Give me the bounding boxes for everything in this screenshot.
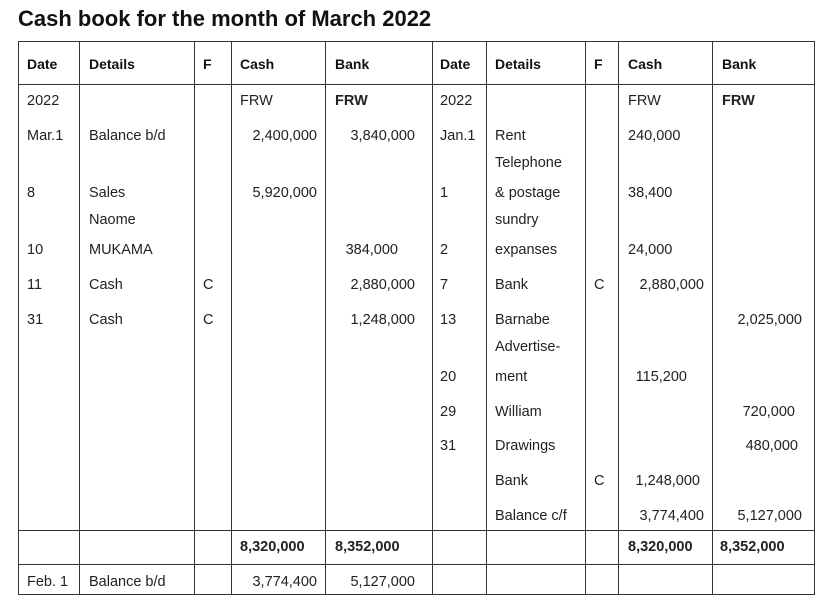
header-date: Date [27,56,58,72]
entry-bank: 2,880,000 [350,277,415,293]
entry-date: 11 [27,277,43,293]
total-bank: 8,352,000 [720,539,785,555]
entry-bank: 5,127,000 [350,574,415,590]
entry-details: William [495,404,542,420]
total-bank: 8,352,000 [335,539,400,555]
entry-date: 20 [440,369,457,385]
entry-cash: 3,774,400 [252,574,317,590]
year-label: 2022 [27,93,60,109]
entry-details: Telephone [495,155,562,171]
entry-details: Balance b/d [89,128,166,144]
entry-details: Advertise- [495,339,561,355]
header-divider [18,84,815,85]
entry-details: Sales [89,185,126,201]
entry-cash: 115,200 [635,369,687,385]
entry-date: 2 [440,242,449,258]
column-divider [432,41,433,595]
entry-date: 1 [440,185,449,201]
currency-label: FRW [240,93,273,109]
entry-folio: C [203,277,214,293]
entry-folio: C [594,277,605,293]
entry-folio: C [594,473,605,489]
header-cash: Cash [240,56,275,72]
entry-details: Cash [89,312,123,328]
entry-cash: 2,400,000 [252,128,317,144]
entry-details: Drawings [495,438,556,454]
header-date: Date [440,56,471,72]
entry-cash: 1,248,000 [635,473,700,489]
entry-bank: 3,840,000 [350,128,415,144]
entry-bank: 720,000 [742,404,795,420]
entry-details: MUKAMA [89,242,153,258]
entry-cash: 2,880,000 [639,277,704,293]
entry-details: Balance b/d [89,574,166,590]
entry-bank: 1,248,000 [350,312,415,328]
entry-cash: 240,000 [628,128,681,144]
entry-details: ment [495,369,528,385]
page-title: Cash book for the month of March 2022 [18,6,432,31]
total-cash: 8,320,000 [628,539,693,555]
entry-cash: 5,920,000 [252,185,317,201]
header-details: Details [495,56,541,72]
total-bottom-rule [18,564,815,565]
currency-label: FRW [335,93,368,109]
total-top-rule [18,530,815,531]
entry-details: Naome [89,212,136,228]
column-divider [231,41,232,595]
entry-details: Bank [495,473,529,489]
entry-details: expanses [495,242,558,258]
entry-details: Cash [89,277,123,293]
header-bank: Bank [335,56,370,72]
entry-details: Barnabe [495,312,550,328]
entry-date: 31 [27,312,44,328]
entry-date: 7 [440,277,449,293]
entry-details: Bank [495,277,529,293]
column-divider [486,41,487,595]
entry-cash: 3,774,400 [639,508,704,524]
entry-date: Mar.1 [27,128,64,144]
entry-date: 31 [440,438,457,454]
column-divider [79,41,80,595]
total-cash: 8,320,000 [240,539,305,555]
header-cash: Cash [628,56,663,72]
header-folio: F [594,56,603,72]
entry-date: 13 [440,312,457,328]
currency-label: FRW [722,93,755,109]
entry-cash: 38,400 [628,185,673,201]
entry-folio: C [203,312,214,328]
entry-bank: 5,127,000 [737,508,802,524]
entry-date: 29 [440,404,457,420]
header-details: Details [89,56,135,72]
entry-details: sundry [495,212,539,228]
entry-date: Feb. 1 [27,574,69,590]
entry-date: 8 [27,185,36,201]
entry-date: 10 [27,242,44,258]
entry-details: Rent [495,128,526,144]
entry-details: Balance c/f [495,508,567,524]
header-folio: F [203,56,212,72]
entry-details: & postage [495,185,561,201]
entry-bank: 2,025,000 [737,312,802,328]
column-divider [585,41,586,595]
entry-bank: 384,000 [345,242,398,258]
header-bank: Bank [722,56,757,72]
entry-date: Jan.1 [440,128,476,144]
currency-label: FRW [628,93,661,109]
column-divider [194,41,195,595]
year-label: 2022 [440,93,473,109]
entry-cash: 24,000 [628,242,673,258]
entry-bank: 480,000 [745,438,798,454]
